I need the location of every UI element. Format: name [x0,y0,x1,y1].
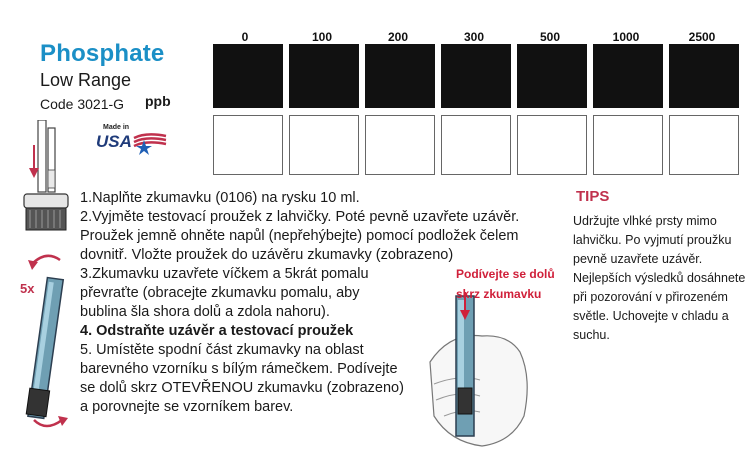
scale-label-0: 0 [241,30,249,44]
step-2-line-3: dovnitř. Vložte proužek do uzávěru zkumavky (zobrazeno) [80,247,454,263]
step-2-line-1: 2.Vyjměte testovací proužek z lahvičky. Poté pevně uzavřete uzávěr. [80,209,520,225]
scale-label-500: 500 [539,30,561,44]
step-2-line-2: Proužek jemně ohněte napůl (nepřehýbejte) pomocí podložek čelem [80,228,519,244]
viewing-window [517,115,587,175]
product-code: Code 3021-G [40,96,125,112]
hand-holding-tube-illustration [420,292,540,450]
view-down-callout [456,264,555,304]
step-5-line-3: se dolů skrz OTEVŘENOU zkumavku (zobrazeno) [80,380,404,396]
color-swatch [289,44,359,108]
step-5-line-2: barevného vzorníku s bílým rámečkem. Podívejte [80,361,398,377]
made-in-text: Made in [103,124,130,131]
scale-label-1000: 1000 [612,30,640,44]
color-swatch [517,44,587,108]
scale-label-2500: 2500 [688,30,716,44]
unit-label: ppb [145,93,171,109]
color-swatch [669,44,739,108]
usa-text: USA [96,132,132,151]
step-5-line-1: 5. Umístěte spodní část zkumavky na oblast [80,342,364,358]
viewing-window [365,115,435,175]
viewing-window [593,115,663,175]
viewing-window [289,115,359,175]
step-4: 4. Odstraňte uzávěr a testovací proužek [80,323,354,339]
made-in-usa-logo [96,124,176,160]
invert-count-label: 5x [20,281,35,296]
color-swatch [593,44,663,108]
flag-star-icon [132,130,168,156]
color-swatch [441,44,511,108]
product-range: Low Range [40,70,132,90]
product-title: Phosphate [40,40,165,67]
color-swatch [365,44,435,108]
step-3-line-3: bublina šla shora dolů a zdola nahoru). [80,304,330,320]
tips-body: Udržujte vlhké prsty mimo lahvičku. Po vyjmutí proužku pevně uzavřete uzávěr. Nejlepších výsledků dosáhnete při pozorování v přirozeném světle. Uchovejte v chladu a suchu. [573,214,746,342]
test-strip-cap-illustration [18,120,74,235]
step-1: 1.Naplňte zkumavku (0106) na rysku 10 ml. [80,190,360,206]
color-swatch [213,44,283,108]
scale-label-300: 300 [463,30,485,44]
callout-line-2: skrz zkumavku [456,287,542,301]
viewing-window [441,115,511,175]
step-3-line-1: 3.Zkumavku uzavřete víčkem a 5krát pomalu [80,266,369,282]
step-5-line-4: a porovnejte se vzorníkem barev. [80,399,294,415]
viewing-window [213,115,283,175]
tube-inversion-illustration [12,250,80,435]
tips-heading: TIPS [576,188,610,205]
scale-label-200: 200 [387,30,409,44]
callout-line-1: Podívejte se dolů [456,267,555,281]
step-3-line-2: převraťte (obracejte zkumavku pomalu, aby [80,285,360,301]
viewing-window [669,115,739,175]
scale-label-100: 100 [311,30,333,44]
